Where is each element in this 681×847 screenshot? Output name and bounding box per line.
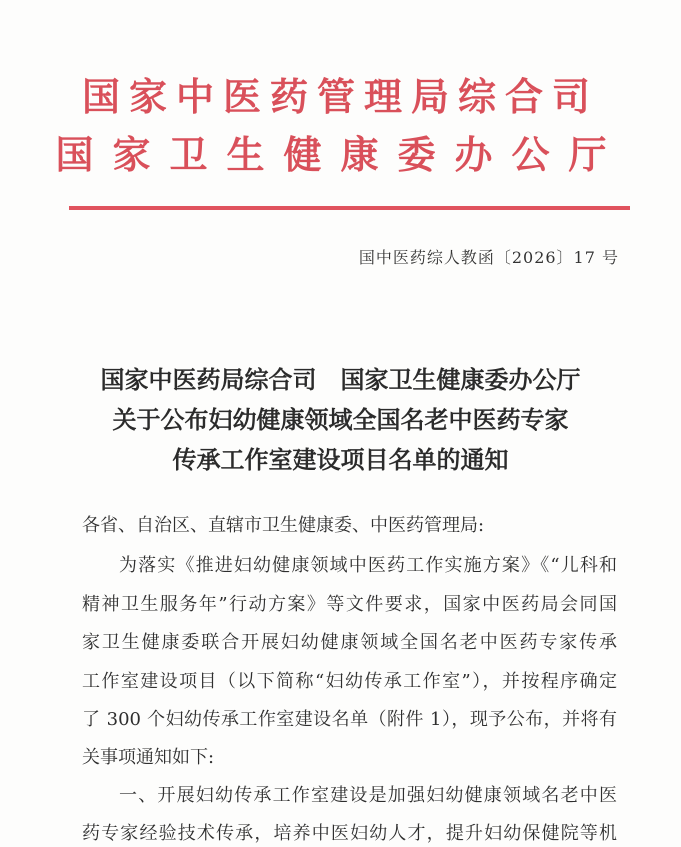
- body-line: 一、开展妇幼传承工作室建设是加强妇幼健康领域名老中医: [119, 785, 617, 806]
- body-line: 为落实《推进妇幼健康领域中医药工作实施方案》《“儿科和: [119, 555, 617, 576]
- document-title-line-3: 传承工作室建设项目名单的通知: [172, 445, 509, 474]
- letterhead-line-1: 国家中医药管理局综合司: [81, 74, 599, 119]
- document-title-line-1: 国家中医药局综合司 国家卫生健康委办公厅: [100, 365, 581, 394]
- letterhead-line-2: 国家卫生健康委办公厅: [55, 132, 626, 177]
- salutation: 各省、自治区、直辖市卫生健康委、中医药管理局:: [82, 515, 485, 536]
- document-title-line-2: 关于公布妇幼健康领域全国名老中医药专家: [112, 405, 569, 434]
- body-line: 药专家经验技术传承，培养中医妇幼人才，提升妇幼保健院等机: [82, 823, 617, 844]
- body-line: 家卫生健康委联合开展妇幼健康领域全国名老中医药专家传承: [82, 632, 617, 653]
- body-line: 工作室建设项目（以下简称“妇幼传承工作室”），并按程序确定: [82, 671, 617, 692]
- body-line: 了 300 个妇幼传承工作室建设名单（附件 1），现予公布，并将有: [82, 709, 617, 730]
- red-divider: [69, 206, 630, 210]
- document-number: 国中医药综人教函〔2026〕17 号: [358, 248, 619, 267]
- body-line: 关事项通知如下:: [82, 747, 215, 768]
- body-line: 精神卫生服务年”行动方案》等文件要求，国家中医药局会同国: [82, 594, 617, 615]
